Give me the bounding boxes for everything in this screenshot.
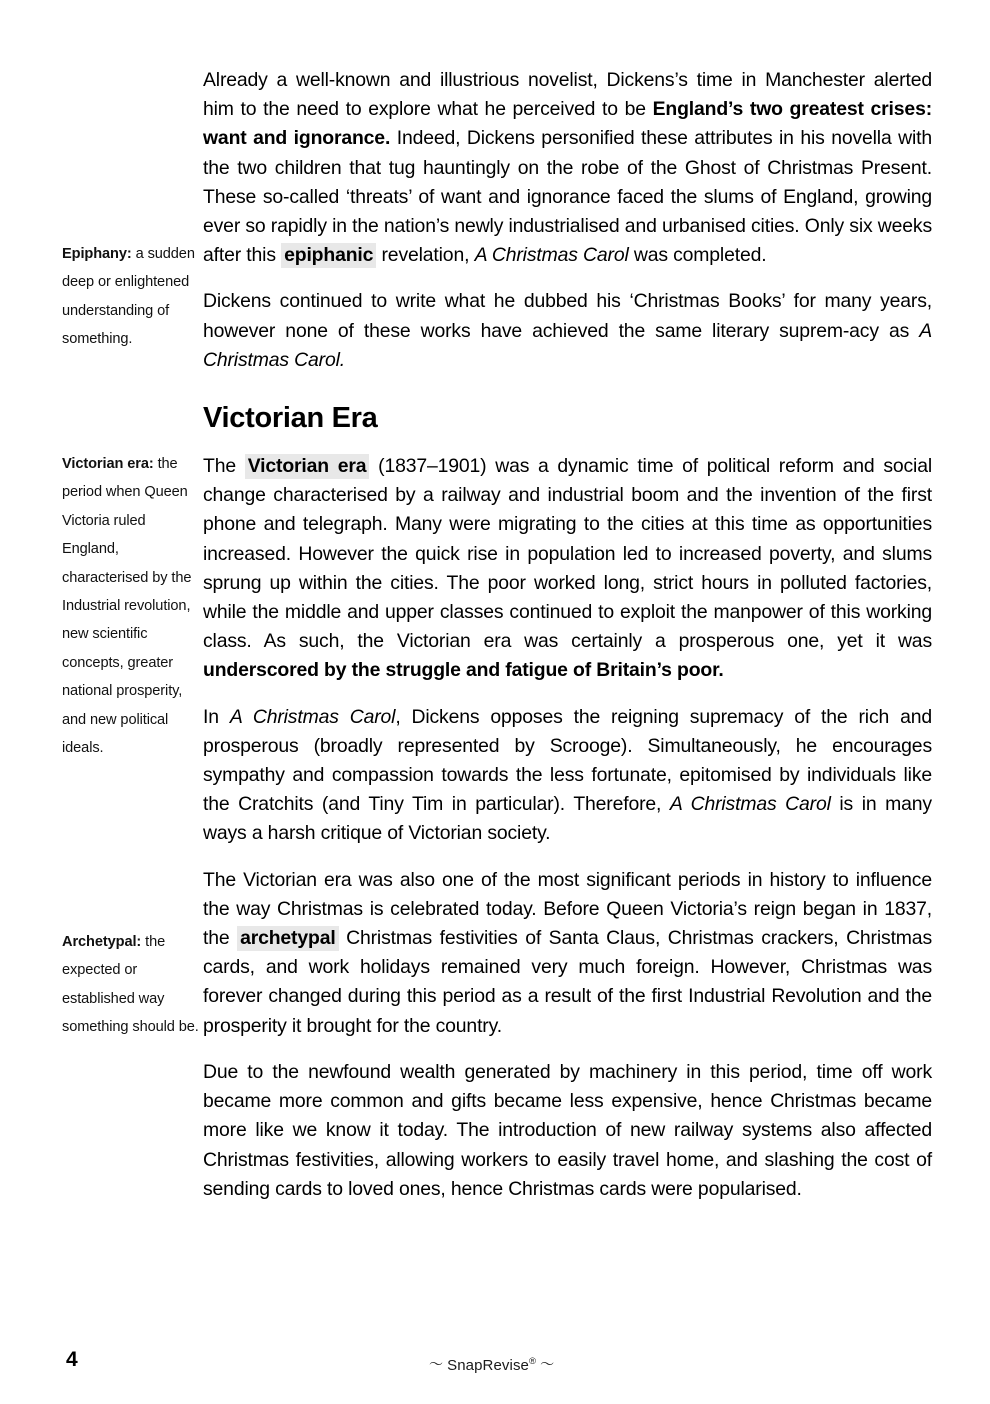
text-run: Indeed, Dickens personified these attributes in his novella with the two children that tug hauntingly on the robe of the Ghost of Christmas Present. These so-called ‘threats’ of want and ignorance faced the slums of England, growing ever so rapidly in the nation’s newly industrialised and urbanised cities. Only six weeks after this	[203, 127, 932, 267]
text-run: The	[203, 455, 245, 478]
text-run: Already a well-known and illustrious novelist, Dickens’s time in Manchester alerted him to the need to explore what he perceived to be	[203, 69, 932, 121]
text-run: (1837–1901) was a dynamic time of political reform and social change characterised by a railway and industrial boom and the invention of the first phone and telegraph. Many were migrating to the cities at this time as opportunities increased. However the quick rise in population led to increased poverty, and slums sprung up within the cities. The poor worked long, strict hours in polluted factories, while the middle and upper classes continued to exploit the manpower of this working class. As such, the Victorian era was certainly a prosperous one, yet it was	[203, 455, 932, 653]
italic-title-a-christmas-carol: A Christmas Carol	[229, 705, 396, 728]
text-run: Due to the newfound wealth generated by machinery in this period, time off work became more common and gifts became less expensive, hence Christmas became more like we know it today. The introduction of new railway systems also affected Christmas festivities, allowing workers to easily travel home, and slashing the cost of sending cards to loved ones, hence Christmas cards were popularised.	[203, 1060, 932, 1200]
section-heading-victorian-era: Victorian Era	[203, 402, 378, 435]
tilde-left-glyph: 〜	[429, 1356, 444, 1372]
bold-underscored-struggle: underscored by the struggle and fatigue of Britain’s poor.	[203, 659, 724, 682]
text-run: Christmas festivities of Santa Claus, Christmas crackers, Christmas cards, and work holidays remained very much foreign. However, Christmas was forever changed during this period as a result of the first Industrial Revolution and the prosperity it brought for the country.	[203, 927, 932, 1037]
highlight-term-archetypal: archetypal	[237, 926, 339, 951]
text-run: , Dickens opposes the reigning supremacy of the rich and prosperous (broadly represented by Scrooge). Simultaneously, he encourages sympathy and compassion towards the less fortunate, epitomised by individuals like the Cratchits (and Tiny Tim in particular). Therefore,	[203, 705, 933, 816]
paragraph-dickens-manchester	[203, 66, 932, 270]
paragraph-victorian-era-overview	[203, 452, 932, 686]
registered-trademark-icon: ®	[529, 1356, 537, 1367]
margin-note-definition: a sudden deep or enlightened understanding of something.	[62, 246, 195, 348]
paragraph-newfound-wealth	[203, 1058, 932, 1204]
brand-name: SnapRevise	[447, 1357, 529, 1374]
brand-mark	[425, 1354, 558, 1374]
body-text-column	[203, 66, 932, 1204]
text-run: is in many ways a harsh critique of Victorian society.	[203, 793, 932, 845]
margin-note-definition: the expected or established way something should be.	[62, 934, 199, 1036]
italic-title-a-christmas-carol: A Christmas Carol.	[203, 319, 932, 371]
margin-note-epiphany	[62, 240, 202, 354]
page-number: 4	[66, 1348, 78, 1371]
tilde-right-glyph: 〜	[540, 1356, 555, 1372]
text-run: In	[203, 705, 230, 728]
paragraph-christmas-books	[203, 287, 932, 375]
page-footer	[0, 1334, 990, 1404]
italic-title-a-christmas-carol: A Christmas Carol	[669, 793, 831, 816]
text-run: was completed.	[628, 244, 767, 267]
text-run: The Victorian era was also one of the most significant periods in history to influence the way Christmas is celebrated today. Before Queen Victoria’s reign began in 1837, the	[203, 868, 932, 950]
text-run: Dickens continued to write what he dubbed his ‘Christmas Books’ for many years, however none of these works have achieved the same literary suprem-acy as	[203, 290, 932, 342]
margin-note-term: Archetypal:	[62, 934, 142, 950]
margin-note-archetypal	[62, 928, 202, 1042]
margin-note-term: Victorian era:	[62, 456, 154, 472]
text-run: revelation,	[376, 244, 475, 267]
italic-title-a-christmas-carol: A Christmas Carol	[474, 244, 629, 267]
margin-notes-column	[62, 0, 202, 1404]
paragraph-christmas-influence	[203, 866, 932, 1041]
margin-note-definition: the period when Queen Victoria ruled England, characterised by the Industrial revolution, new scientific concepts, greater national prosperity, and new political ideals.	[62, 456, 192, 757]
highlight-term-victorian-era: Victorian era	[245, 454, 370, 479]
margin-note-victorian-era	[62, 450, 202, 762]
bold-england-two-crises: England’s two greatest crises: want and ignorance.	[203, 98, 933, 150]
highlight-term-epiphanic: epiphanic	[281, 243, 376, 268]
margin-note-term: Epiphany:	[62, 246, 132, 262]
paragraph-dickens-opposes	[203, 703, 932, 849]
